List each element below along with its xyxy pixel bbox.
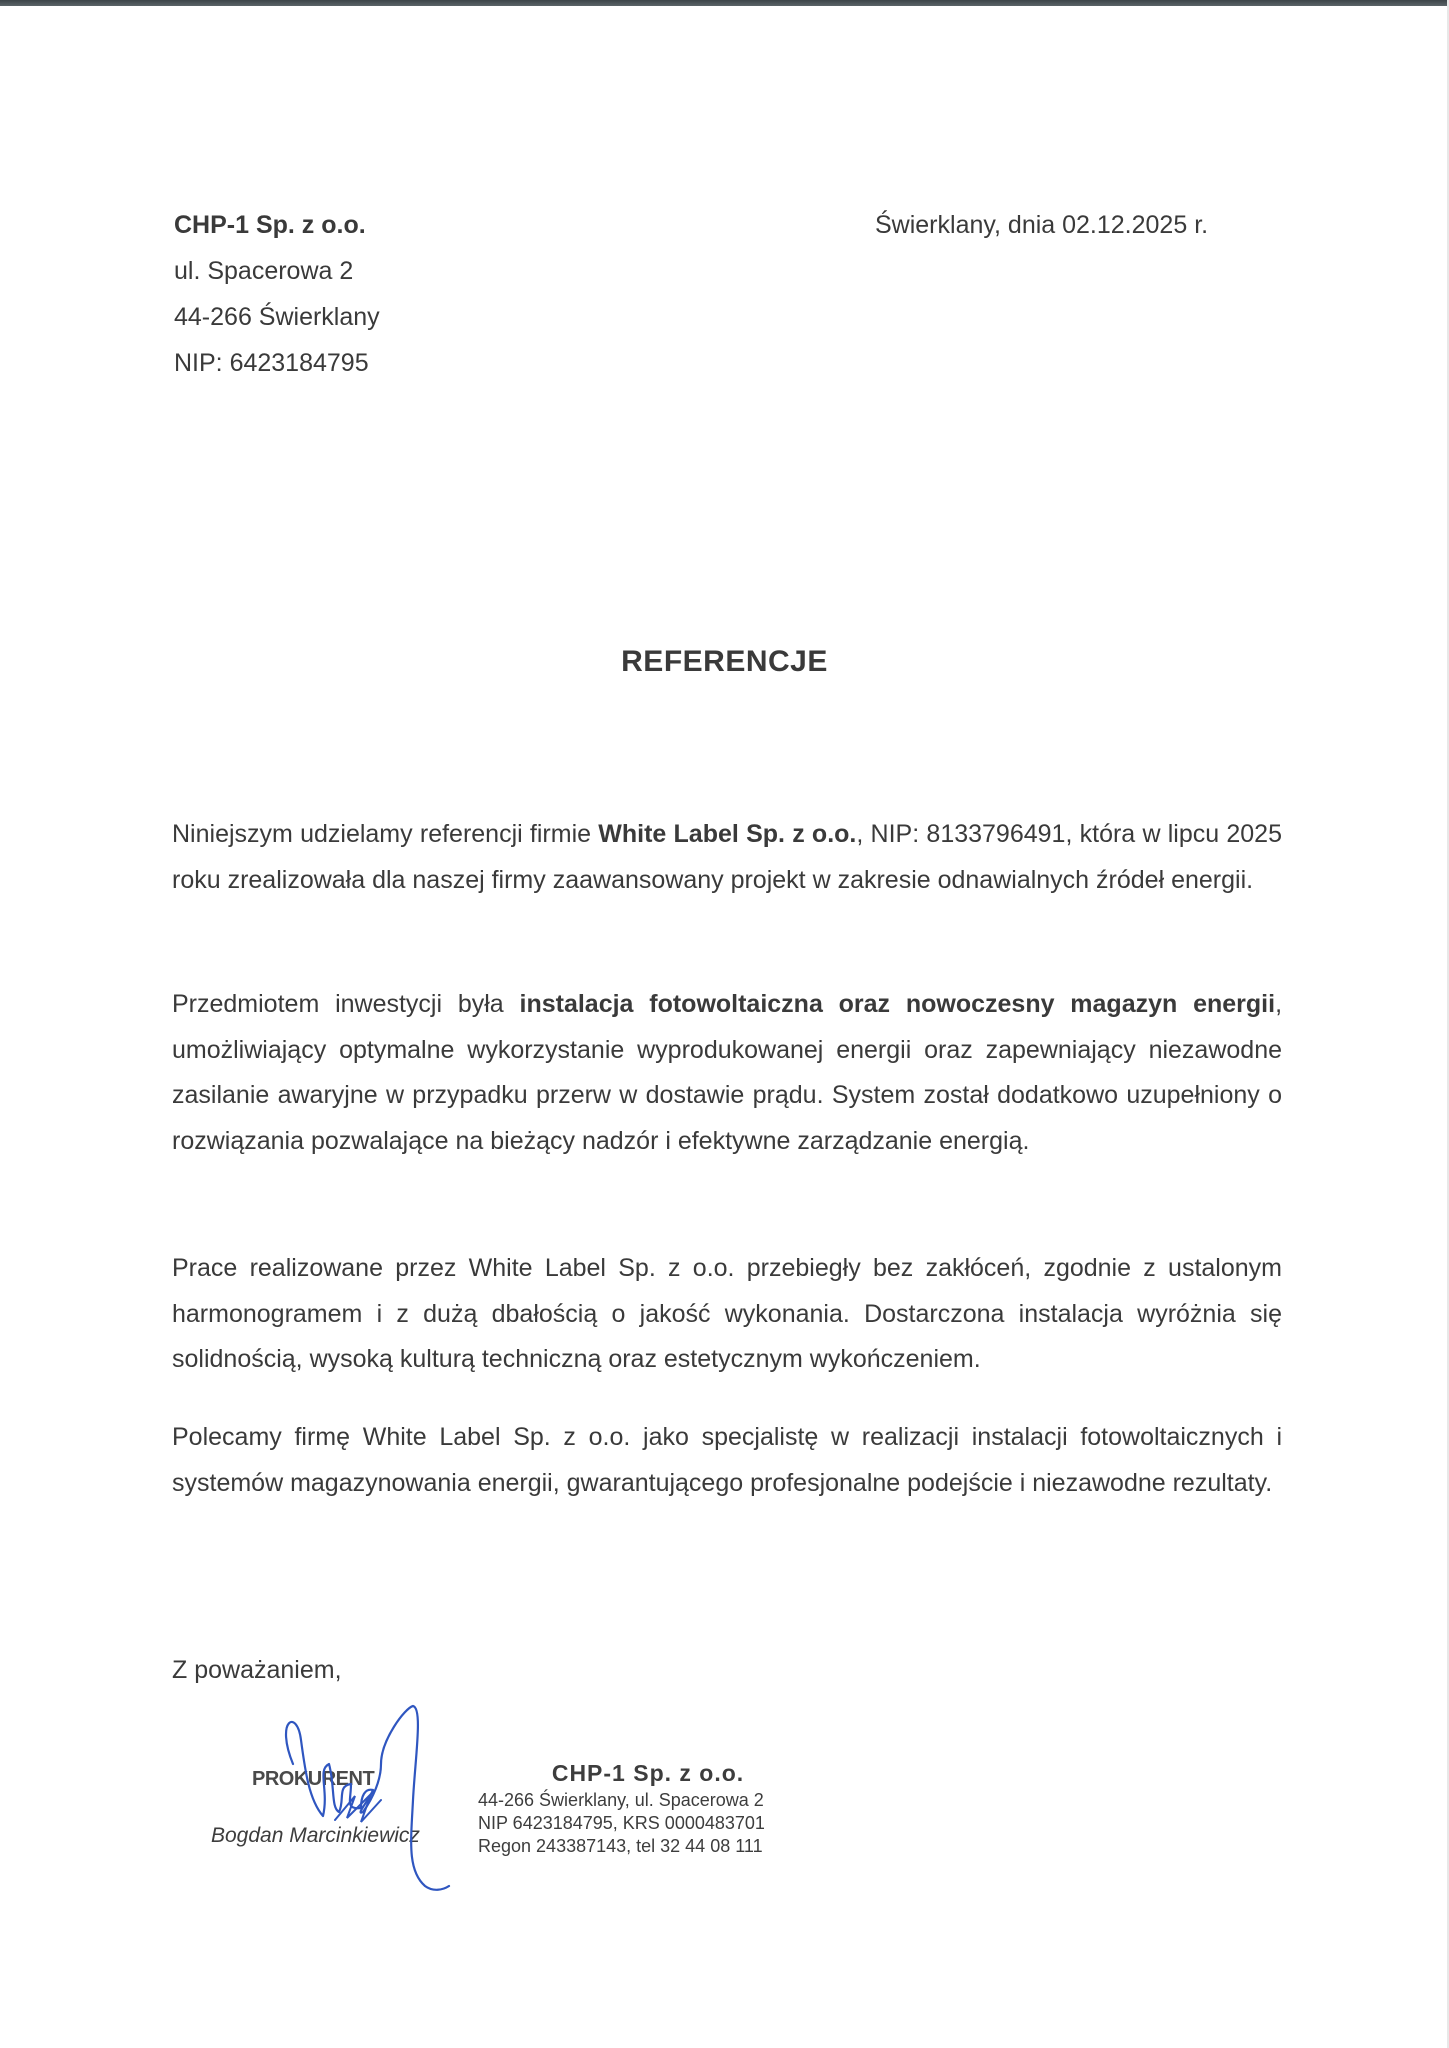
p2-text-start: Przedmiotem inwestycji była <box>172 990 520 1018</box>
handwritten-signature-icon <box>205 1700 465 1900</box>
signatory-role: PROKURENT <box>252 1768 375 1790</box>
stamp-address: 44-266 Świerklany, ul. Spacerowa 2 <box>478 1790 764 1810</box>
paragraph-3: Prace realizowane przez White Label Sp. z o.o. przebiegły bez zakłóceń, zgodnie z ustalonym harmonogramem i z dużą dbałością o jakość wykonania. Dostarczona instalacja wyróżnia się solidnością, wysoką kulturą techniczną oraz estetycznym wykończeniem. <box>172 1254 1282 1373</box>
sender-company: CHP-1 Sp. z o.o. <box>174 211 366 239</box>
p1-text-end: , NIP: 8133796491, która w lipcu 2025 roku zrealizowała dla naszej firmy zaawansowany projekt w zakresie odnawialnych źródeł energii. <box>172 820 1282 894</box>
sender-street: ul. Spacerowa 2 <box>174 257 354 285</box>
closing-salutation: Z poważaniem, <box>172 1656 342 1684</box>
p2-text-end: , umożliwiający optymalne wykorzystanie wyprodukowanej energii oraz zapewniający niezawodne zasilanie awaryjne w przypadku przerw w dostawie prądu. System został dodatkowo uzupełniony o rozwiązania pozwalające na bieżący nadzór i efektywne zarządzanie energią. <box>172 990 1283 1155</box>
paragraph-1 <box>172 812 1282 903</box>
document-title: REFERENCJE <box>621 645 828 678</box>
sender-nip: NIP: 6423184795 <box>174 349 369 377</box>
paragraph-2 <box>172 982 1282 1164</box>
signatory-name: Bogdan Marcinkiewicz <box>211 1824 420 1847</box>
stamp-registry: NIP 6423184795, KRS 0000483701 <box>478 1813 765 1833</box>
stamp-contact: Regon 243387143, tel 32 44 08 111 <box>478 1836 763 1856</box>
company-stamp <box>478 1760 818 1858</box>
p1-text-start: Niniejszym udzielamy referencji firmie <box>172 820 599 848</box>
scan-edge-top <box>0 0 1449 6</box>
paragraph-4: Polecamy firmę White Label Sp. z o.o. jako specjalistę w realizacji instalacji fotowoltaicznych i systemów magazynowania energii, gwarantującego profesjonalne podejście i niezawodne rezultaty. <box>172 1423 1282 1497</box>
p2-investment-subject: instalacja fotowoltaiczna oraz nowoczesny magazyn energii <box>519 990 1276 1018</box>
signature-block <box>205 1700 465 1900</box>
place-and-date: Świerklany, dnia 02.12.2025 r. <box>875 211 1209 239</box>
stamp-company-name: CHP-1 Sp. z o.o. <box>551 1760 745 1786</box>
sender-address-block <box>174 202 380 386</box>
p1-company-name: White Label Sp. z o.o. <box>598 820 857 848</box>
sender-city: 44-266 Świerklany <box>174 303 380 331</box>
